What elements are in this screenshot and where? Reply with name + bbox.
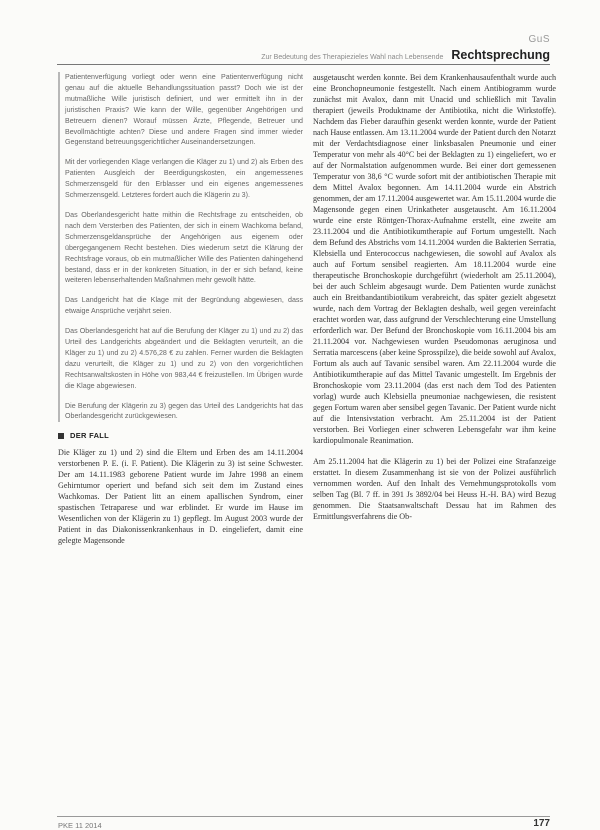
body-paragraph: Die Kläger zu 1) und 2) sind die Eltern und Erben des am 14.11.2004 verstorbenen P. E. (i. F. Patient). Die Klägerin zu 3) ist seine Schwester. Der am 14.11.1983 geborene Patient wurde im Jahre 1998 an einem Gehirntumor operiert und befand sich seit dem im Zustand eines Wachkomas. Der Patient litt an einem apallischen Syndrom, einer spastischen Tetraparese und war erblindet. Er wurde im Hause im Wesentlichen von der Klägerin zu 1) gepflegt. Im August 2003 wurde der Patient in das Diakonissenkrankenhaus in D. eingeliefert, damit eine gelegte Magensonde [58, 448, 303, 546]
header-rule [57, 64, 550, 65]
square-bullet-icon [58, 433, 64, 439]
body-paragraph: ausgetauscht werden konnte. Bei dem Krankenhausaufenthalt wurde auch eine Bronchopneumonie festgestellt. Nach einem Antibiogramm wurde zunächst mit Avalox, dann mit Unacid und schließlich mit Tavalin therapiert (jeweils Produktname der Antibiotika, nicht die Wirkstoffe). Nachdem das Fieber daraufhin gesenkt werden konnte, wurde der Patient nach Hause entlassen. Am 13.11.2004 wurde der Patient durch den Notarzt mit der Verdachtsdiagnose einer linksbasalen Pneumonie und einer Temperatur von mehr als 40°C bei der Beklagten zu 1) eingeliefert, wo er auf der Normalstation aufgenommen wurde. Bei einer dort gemessenen Temperatur von 38,6 °C wurde sofort mit der antibiotischen Therapie mit dem Mittel Avalox begonnen. Am 14.11.2004 wurde ein Abstrich genommen, der am 17.11.2004 ausgewertet war. Am 15.11.2004 wurde die Magensonde gegen einen Urinkatheter ausgetauscht. Am 16.11.2004 wurde eine erste Röntgen-Thorax-Aufnahme erstellt, eine zweite am 23.11.2004 und die Antibiotikumtherapie auf Fortum umgestellt. Nach dem Befund des Abstrichs vom 14.11.2004 wurden die Bakterien Serratia, Klebsiella und Enterococcus nachgewiesen, die sowohl auf Avalox als auch auf Fortum sensibel reagierten. Am 18.11.2004 wurde eine therapeutische Bronchoskopie durchgeführt (wiederholt am 25.11.2004), bei der auch Schleim abgesaugt wurde. Dem Patienten wurde zunächst auch ein Breitbandantibiotikum verabreicht, das später gezielt abgesetzt wurde, nach dem Vortrag der Beklagten deshalb, weil gegen vereinfacht erachtet worden war, dass aufgrund der Verschlechterung eine Umstellung erforderlich war. Der Befund der Bronchoskopie vom 16.11.2004 bis am 21.11.2004 vor. Nachgewiesen wurden Pseudomonas aeruginosa und Serratia marcescens (aber keine Sprosspilze), die beide sowohl auf Avalox, Fortum als auch auf Tavanic sensibel waren. Am 22.11.2004 wurde die Antibiotikumtherapie auf das Mittel Tavanic umgestellt. Im Ergebnis der Bronchoskopie vom 23.11.2004 (das erst nach dem Tod des Patienten vorlag) wurde auch Klebsiella pneumoniae nachgewiesen, die resistent gegen Fortum waren aber sensibel gegen Tavanic. Der Patient wurde nicht auf die Intensivstation verbracht. Am 25.11.2004 ist der Patient verstorben. Bei Vorliegen einer schweren Lebensgefahr war ihm keine kardiopulmonale Reanimation. [313, 73, 556, 445]
summary-paragraph: Das Landgericht hat die Klage mit der Begründung abgewiesen, dass etwaige Ansprüche verjährt seien. [65, 296, 303, 316]
right-column [313, 72, 556, 532]
section-heading [58, 431, 303, 440]
footer-journal: PKE 11 2014 [58, 821, 102, 830]
section-title: DER FALL [70, 431, 110, 441]
header-subtitle: Zur Bedeutung des Therapiezieles Wahl nach Lebensende [261, 54, 444, 61]
header-title: Rechtsprechung [451, 48, 550, 62]
page-number: 177 [533, 818, 550, 829]
summary-paragraph: Patientenverfügung vorliegt oder wenn eine Patientenverfügung nicht genau auf die aktuelle Behandlungssituation passt? Doch wie ist der mutmaßliche Wille juristisch definiert, und wer ermittelt ihn in der juristischen Praxis? Wie kann der Wille, gegenüber Angehörigen und Betreuern dienen? Worauf müssen Ärzte, Pflegende, Betreuer und Bevollmächtigte achten? Diese und andere Fragen sind immer wieder Gegenstand betreuungsgerichtlicher Auseinandersetzungen. [65, 73, 303, 147]
body-paragraph: Am 25.11.2004 hat die Klägerin zu 1) bei der Polizei eine Strafanzeige erstattet. In diesem Zusammenhang ist sie von der Polizei ausführlich vernommen worden. Auf den Inhalt des Vernehmungsprotokolls vom selben Tag (Bl. 7 ff. in 391 Js 3892/04 bei Heuss H.-H. BA) wird Bezug genommen. Die Staatsanwaltschaft Dessau hat im Rahmen des Ermittlungsverfahrens die Ob- [313, 457, 556, 521]
section-body [58, 447, 303, 546]
summary-box [58, 72, 303, 422]
summary-paragraph: Das Oberlandesgericht hatte mithin die Rechtsfrage zu entscheiden, ob nach dem Versterben des Patienten, der sich in einem Wachkoma befand, Schmerzensgeldansprüche der Angehörigen aus eigenem oder übergegangenem Recht bestehen. Dies wiederum setzt die Klärung der Rechtsfrage voraus, ob ein mutmaßlicher Wille des Patienten dahingehend bestand, dass er in der konkreten Situation, in der er sich befand, keine weiteren lebenserhaltenden Maßnahmen mehr gewollt hätte. [65, 210, 303, 285]
running-header [170, 48, 550, 62]
summary-paragraph: Mit der vorliegenden Klage verlangen die Kläger zu 1) und 2) als Erben des Patienten Ausgleich der Beerdigungskosten, ein angemessenes Schmerzensgeld für den Erblasser und ein eigenes angemessenes Schmerzensgeld. Letzteres fordert auch die Klägerin zu 3). [65, 158, 303, 200]
left-column [58, 72, 303, 546]
summary-paragraph: Das Oberlandesgericht hat auf die Berufung der Kläger zu 1) und zu 2) das Urteil des Landgerichts abgeändert und die Beklagten verurteilt, an die Kläger zu 1) und zu 2) 4.576,28 € zu zahlen. Ferner wurden die Beklagten dazu verurteilt, die Kläger zu 1) und zu 2) von den vorgerichtlichen Rechtsanwaltskosten in Höhe von 983,44 € freizustellen. Im Übrigen wurde die Klage abgewiesen. [65, 327, 303, 390]
footer-rule [57, 816, 550, 817]
header-label: GuS [528, 34, 550, 45]
summary-paragraph: Die Berufung der Klägerin zu 3) gegen das Urteil des Landgerichts hat das Oberlandesgericht zurückgewiesen. [65, 401, 303, 421]
